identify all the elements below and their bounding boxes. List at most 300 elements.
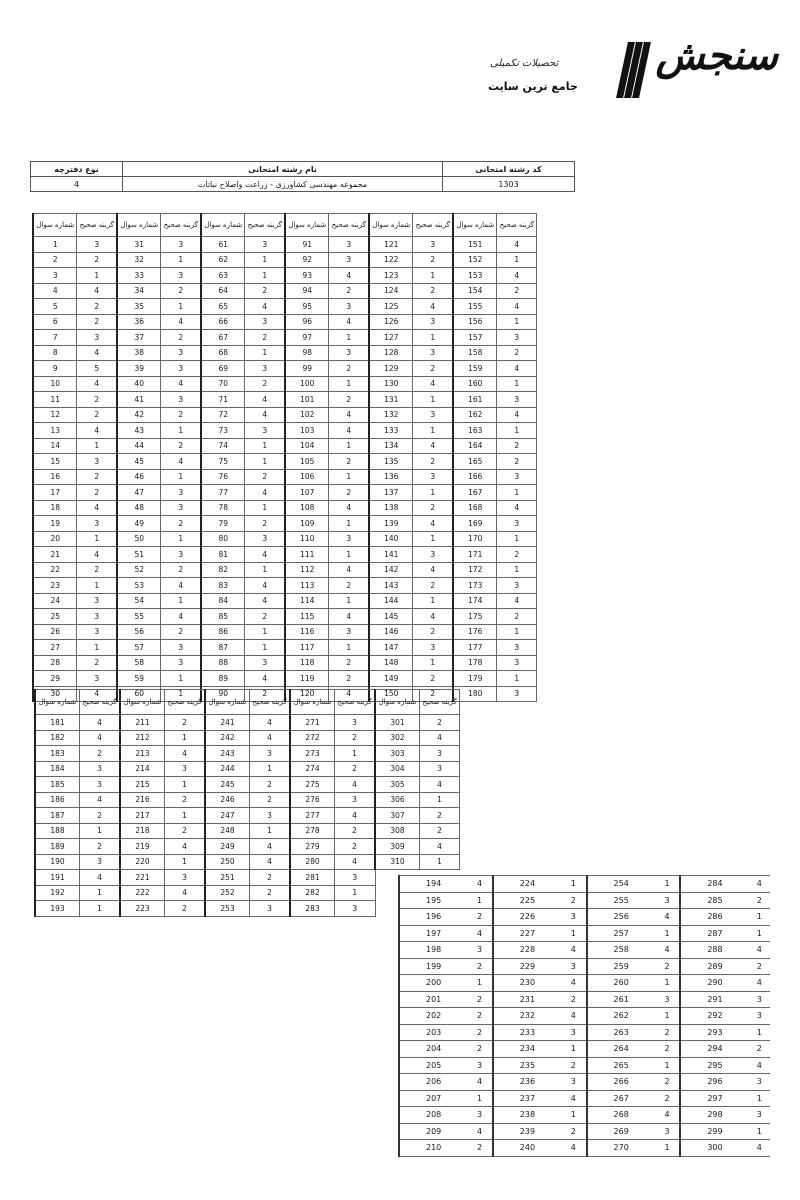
question-number: 207	[399, 1090, 467, 1107]
correct-answer: 4	[655, 1107, 681, 1124]
question-number-header: شماره سوال	[33, 214, 77, 237]
question-number: 42	[117, 407, 161, 423]
table-row	[399, 1057, 770, 1074]
question-number: 305	[375, 777, 419, 793]
question-number: 52	[117, 562, 161, 578]
question-number: 164	[453, 438, 497, 454]
correct-answer: 1	[467, 892, 493, 909]
question-number: 95	[285, 299, 329, 315]
exam-code-header: کد رشته امتحانی	[443, 162, 575, 177]
correct-answer-header: گزینه صحیح	[245, 214, 285, 237]
question-number: 81	[201, 547, 245, 563]
question-number: 29	[33, 671, 77, 687]
question-number: 57	[117, 640, 161, 656]
correct-answer: 1	[161, 593, 201, 609]
table-row	[33, 562, 537, 578]
correct-answer: 2	[164, 715, 205, 731]
question-number: 184	[35, 761, 79, 777]
question-number: 296	[680, 1074, 748, 1091]
question-number: 61	[201, 237, 245, 253]
table-row	[33, 500, 537, 516]
question-number: 41	[117, 392, 161, 408]
correct-answer-header: گزینه صحیح	[249, 690, 290, 715]
correct-answer: 2	[413, 686, 453, 702]
correct-answer: 3	[249, 808, 290, 824]
question-number: 14	[33, 438, 77, 454]
correct-answer: 2	[413, 624, 453, 640]
question-number-header: شماره سوال	[285, 214, 329, 237]
correct-answer: 1	[749, 925, 770, 942]
correct-answer: 1	[561, 876, 587, 893]
correct-answer: 4	[655, 942, 681, 959]
correct-answer: 4	[467, 876, 493, 893]
table-row	[35, 777, 460, 793]
correct-answer: 2	[413, 361, 453, 377]
correct-answer: 1	[329, 376, 369, 392]
correct-answer: 3	[329, 624, 369, 640]
table-row	[35, 730, 460, 746]
question-number: 65	[201, 299, 245, 315]
correct-answer: 4	[245, 547, 285, 563]
question-number: 116	[285, 624, 329, 640]
correct-answer: 2	[161, 330, 201, 346]
question-number: 117	[285, 640, 329, 656]
booklet-type-header: نوع دفترچه	[31, 162, 123, 177]
question-number: 13	[33, 423, 77, 439]
question-number: 148	[369, 655, 413, 671]
question-number: 213	[120, 746, 164, 762]
question-number: 137	[369, 485, 413, 501]
question-number: 226	[493, 909, 561, 926]
correct-answer: 3	[467, 1107, 493, 1124]
question-number: 280	[290, 854, 334, 870]
correct-answer: 2	[329, 485, 369, 501]
question-number: 161	[453, 392, 497, 408]
correct-answer: 4	[77, 283, 117, 299]
question-number: 9	[33, 361, 77, 377]
question-number: 276	[290, 792, 334, 808]
question-number: 210	[399, 1140, 467, 1157]
correct-answer: 1	[749, 1090, 770, 1107]
correct-answer: 2	[497, 609, 537, 625]
question-number: 179	[453, 671, 497, 687]
correct-answer: 4	[161, 578, 201, 594]
question-number: 281	[290, 870, 334, 886]
question-number: 147	[369, 640, 413, 656]
correct-answer: 2	[164, 792, 205, 808]
logo-tagline: جامع ترین سایت	[488, 80, 578, 93]
correct-answer: 2	[655, 1041, 681, 1058]
correct-answer: 1	[561, 1041, 587, 1058]
correct-answer: 1	[164, 730, 205, 746]
correct-answer: 2	[249, 870, 290, 886]
correct-answer: 4	[79, 715, 120, 731]
correct-answer: 1	[413, 392, 453, 408]
question-number: 125	[369, 299, 413, 315]
question-number: 16	[33, 469, 77, 485]
correct-answer: 4	[561, 942, 587, 959]
correct-answer: 3	[245, 423, 285, 439]
table-row	[33, 376, 537, 392]
correct-answer: 2	[329, 283, 369, 299]
question-number: 86	[201, 624, 245, 640]
question-number: 88	[201, 655, 245, 671]
table-row	[33, 299, 537, 315]
question-number: 223	[120, 901, 164, 917]
question-number: 275	[290, 777, 334, 793]
correct-answer: 2	[77, 469, 117, 485]
question-number: 209	[399, 1123, 467, 1140]
correct-answer-header: گزینه صحیح	[161, 214, 201, 237]
correct-answer: 2	[655, 958, 681, 975]
table-row	[399, 1041, 770, 1058]
question-number: 48	[117, 500, 161, 516]
question-number: 146	[369, 624, 413, 640]
correct-answer: 3	[749, 991, 770, 1008]
correct-answer: 1	[413, 330, 453, 346]
correct-answer: 2	[497, 547, 537, 563]
correct-answer: 4	[245, 578, 285, 594]
question-number: 293	[680, 1024, 748, 1041]
correct-answer: 4	[329, 314, 369, 330]
correct-answer: 2	[413, 671, 453, 687]
question-number: 300	[680, 1140, 748, 1157]
correct-answer: 1	[164, 777, 205, 793]
table-row	[35, 746, 460, 762]
correct-answer: 3	[497, 686, 537, 702]
question-number: 18	[33, 500, 77, 516]
correct-answer: 4	[413, 438, 453, 454]
question-number: 36	[117, 314, 161, 330]
correct-answer: 4	[161, 314, 201, 330]
correct-answer: 1	[334, 746, 375, 762]
correct-answer: 4	[245, 299, 285, 315]
correct-answer: 1	[497, 376, 537, 392]
question-number: 132	[369, 407, 413, 423]
correct-answer: 4	[497, 237, 537, 253]
table-row	[399, 1123, 770, 1140]
correct-answer: 4	[334, 854, 375, 870]
correct-answer: 4	[249, 854, 290, 870]
table-row	[35, 792, 460, 808]
correct-answer: 2	[249, 777, 290, 793]
correct-answer: 1	[164, 808, 205, 824]
correct-answer: 2	[245, 686, 285, 702]
question-number: 292	[680, 1008, 748, 1025]
table-row	[35, 885, 460, 901]
question-number: 19	[33, 516, 77, 532]
correct-answer: 4	[329, 562, 369, 578]
question-number: 182	[35, 730, 79, 746]
correct-answer: 2	[749, 958, 770, 975]
correct-answer: 2	[561, 1123, 587, 1140]
correct-answer: 2	[77, 407, 117, 423]
question-number: 143	[369, 578, 413, 594]
correct-answer: 3	[245, 531, 285, 547]
question-number: 220	[120, 854, 164, 870]
correct-answer: 4	[329, 500, 369, 516]
question-number: 35	[117, 299, 161, 315]
question-number: 222	[120, 885, 164, 901]
question-number: 256	[587, 909, 655, 926]
table-row	[33, 237, 537, 253]
correct-answer: 4	[329, 268, 369, 284]
question-number-header: شماره سوال	[117, 214, 161, 237]
correct-answer: 4	[329, 609, 369, 625]
question-number: 186	[35, 792, 79, 808]
correct-answer: 3	[497, 640, 537, 656]
correct-answer: 3	[497, 330, 537, 346]
question-number: 87	[201, 640, 245, 656]
question-number: 153	[453, 268, 497, 284]
correct-answer: 4	[249, 839, 290, 855]
correct-answer: 3	[329, 299, 369, 315]
question-number: 306	[375, 792, 419, 808]
question-number: 39	[117, 361, 161, 377]
question-number: 90	[201, 686, 245, 702]
correct-answer: 3	[245, 314, 285, 330]
table-row	[35, 901, 460, 917]
correct-answer: 4	[497, 268, 537, 284]
question-number: 284	[680, 876, 748, 893]
correct-answer: 4	[467, 1123, 493, 1140]
correct-answer: 4	[249, 715, 290, 731]
question-number: 157	[453, 330, 497, 346]
correct-answer: 1	[245, 624, 285, 640]
question-number: 299	[680, 1123, 748, 1140]
question-number: 111	[285, 547, 329, 563]
correct-answer: 1	[79, 823, 120, 839]
correct-answer: 3	[419, 746, 459, 762]
correct-answer: 4	[497, 407, 537, 423]
correct-answer: 1	[245, 500, 285, 516]
table-row	[399, 1008, 770, 1025]
table-row	[33, 314, 537, 330]
correct-answer: 1	[77, 640, 117, 656]
table-row	[33, 547, 537, 563]
question-number: 250	[205, 854, 249, 870]
exam-name-value: مجموعه مهندسی کشاورزی - زراعت واصلاح نباتات	[123, 177, 443, 192]
correct-answer: 2	[329, 454, 369, 470]
question-number: 58	[117, 655, 161, 671]
correct-answer: 3	[245, 361, 285, 377]
correct-answer: 2	[497, 438, 537, 454]
correct-answer: 4	[164, 746, 205, 762]
correct-answer: 3	[161, 361, 201, 377]
correct-answer: 4	[413, 299, 453, 315]
correct-answer: 4	[749, 975, 770, 992]
correct-answer: 2	[164, 823, 205, 839]
question-number: 34	[117, 283, 161, 299]
correct-answer: 3	[413, 345, 453, 361]
question-number: 69	[201, 361, 245, 377]
question-number: 15	[33, 454, 77, 470]
table-row	[33, 624, 537, 640]
correct-answer: 4	[161, 609, 201, 625]
question-number: 310	[375, 854, 419, 870]
question-number: 307	[375, 808, 419, 824]
correct-answer: 4	[164, 885, 205, 901]
correct-answer: 1	[497, 671, 537, 687]
correct-answer: 2	[77, 314, 117, 330]
question-number: 249	[205, 839, 249, 855]
table-row	[399, 909, 770, 926]
question-number: 71	[201, 392, 245, 408]
question-number: 181	[35, 715, 79, 731]
correct-answer: 4	[334, 777, 375, 793]
correct-answer: 2	[467, 1024, 493, 1041]
correct-answer: 2	[655, 1090, 681, 1107]
correct-answer: 2	[249, 792, 290, 808]
correct-answer: 1	[161, 531, 201, 547]
question-number: 204	[399, 1041, 467, 1058]
table-row	[33, 407, 537, 423]
correct-answer: 1	[329, 547, 369, 563]
correct-answer: 1	[329, 330, 369, 346]
question-number: 214	[120, 761, 164, 777]
table-row	[399, 925, 770, 942]
question-number: 189	[35, 839, 79, 855]
question-number: 89	[201, 671, 245, 687]
table-row	[33, 655, 537, 671]
question-number-header: شماره سوال	[205, 690, 249, 715]
correct-answer: 3	[749, 1107, 770, 1124]
question-number: 291	[680, 991, 748, 1008]
correct-answer: 4	[77, 423, 117, 439]
correct-answer: 4	[77, 345, 117, 361]
correct-answer: 3	[749, 1074, 770, 1091]
correct-answer: 3	[77, 237, 117, 253]
correct-answer: 4	[561, 1008, 587, 1025]
correct-answer: 3	[249, 901, 290, 917]
question-number: 156	[453, 314, 497, 330]
correct-answer: 1	[419, 792, 459, 808]
correct-answer: 4	[561, 1140, 587, 1157]
question-number: 73	[201, 423, 245, 439]
correct-answer-header: گزینه صحیح	[329, 214, 369, 237]
question-number: 24	[33, 593, 77, 609]
correct-answer: 4	[413, 609, 453, 625]
question-number: 37	[117, 330, 161, 346]
correct-answer: 1	[77, 531, 117, 547]
correct-answer: 2	[245, 469, 285, 485]
correct-answer: 1	[655, 876, 681, 893]
question-number: 176	[453, 624, 497, 640]
correct-answer: 1	[79, 901, 120, 917]
table-row	[33, 345, 537, 361]
question-number: 158	[453, 345, 497, 361]
question-number: 187	[35, 808, 79, 824]
table-row	[399, 1090, 770, 1107]
correct-answer: 1	[413, 423, 453, 439]
correct-answer: 1	[161, 252, 201, 268]
question-number: 159	[453, 361, 497, 377]
correct-answer: 1	[497, 252, 537, 268]
question-number: 172	[453, 562, 497, 578]
correct-answer: 1	[749, 1024, 770, 1041]
correct-answer: 1	[497, 423, 537, 439]
question-number: 206	[399, 1074, 467, 1091]
correct-answer: 4	[419, 730, 459, 746]
question-number: 288	[680, 942, 748, 959]
question-number: 59	[117, 671, 161, 687]
question-number: 267	[587, 1090, 655, 1107]
correct-answer: 2	[329, 578, 369, 594]
correct-answer: 4	[245, 593, 285, 609]
correct-answer: 3	[245, 237, 285, 253]
question-number: 247	[205, 808, 249, 824]
question-number: 219	[120, 839, 164, 855]
question-number: 183	[35, 746, 79, 762]
question-number: 163	[453, 423, 497, 439]
correct-answer: 3	[329, 237, 369, 253]
question-number: 303	[375, 746, 419, 762]
table-row	[399, 942, 770, 959]
question-number: 254	[587, 876, 655, 893]
question-number: 268	[587, 1107, 655, 1124]
question-number: 180	[453, 686, 497, 702]
question-number: 149	[369, 671, 413, 687]
question-number: 113	[285, 578, 329, 594]
correct-answer: 1	[413, 655, 453, 671]
correct-answer: 4	[497, 500, 537, 516]
correct-answer: 2	[419, 823, 459, 839]
question-number: 114	[285, 593, 329, 609]
correct-answer: 3	[161, 640, 201, 656]
question-number: 40	[117, 376, 161, 392]
question-number: 77	[201, 485, 245, 501]
correct-answer: 2	[161, 516, 201, 532]
correct-answer: 2	[329, 392, 369, 408]
question-number: 298	[680, 1107, 748, 1124]
correct-answer: 4	[329, 407, 369, 423]
correct-answer: 3	[161, 500, 201, 516]
correct-answer: 3	[497, 655, 537, 671]
question-number: 46	[117, 469, 161, 485]
correct-answer: 2	[467, 991, 493, 1008]
correct-answer: 4	[77, 500, 117, 516]
question-number: 121	[369, 237, 413, 253]
question-number: 302	[375, 730, 419, 746]
site-logo	[488, 28, 778, 108]
question-number: 118	[285, 655, 329, 671]
question-number: 130	[369, 376, 413, 392]
question-number: 203	[399, 1024, 467, 1041]
question-number: 257	[587, 925, 655, 942]
exam-name-header: نام رشته امتحانی	[123, 162, 443, 177]
correct-answer-header: گزینه صحیح	[413, 214, 453, 237]
correct-answer: 3	[161, 268, 201, 284]
question-number: 193	[35, 901, 79, 917]
correct-answer: 3	[497, 469, 537, 485]
correct-answer: 2	[245, 516, 285, 532]
question-number: 22	[33, 562, 77, 578]
question-number: 82	[201, 562, 245, 578]
correct-answer: 4	[749, 1057, 770, 1074]
correct-answer: 2	[655, 1074, 681, 1091]
correct-answer: 3	[161, 485, 201, 501]
question-number: 273	[290, 746, 334, 762]
question-number: 252	[205, 885, 249, 901]
question-number: 7	[33, 330, 77, 346]
table-row	[33, 283, 537, 299]
question-number: 202	[399, 1008, 467, 1025]
question-number: 4	[33, 283, 77, 299]
question-number: 134	[369, 438, 413, 454]
question-number: 170	[453, 531, 497, 547]
correct-answer: 4	[334, 808, 375, 824]
correct-answer: 1	[655, 975, 681, 992]
